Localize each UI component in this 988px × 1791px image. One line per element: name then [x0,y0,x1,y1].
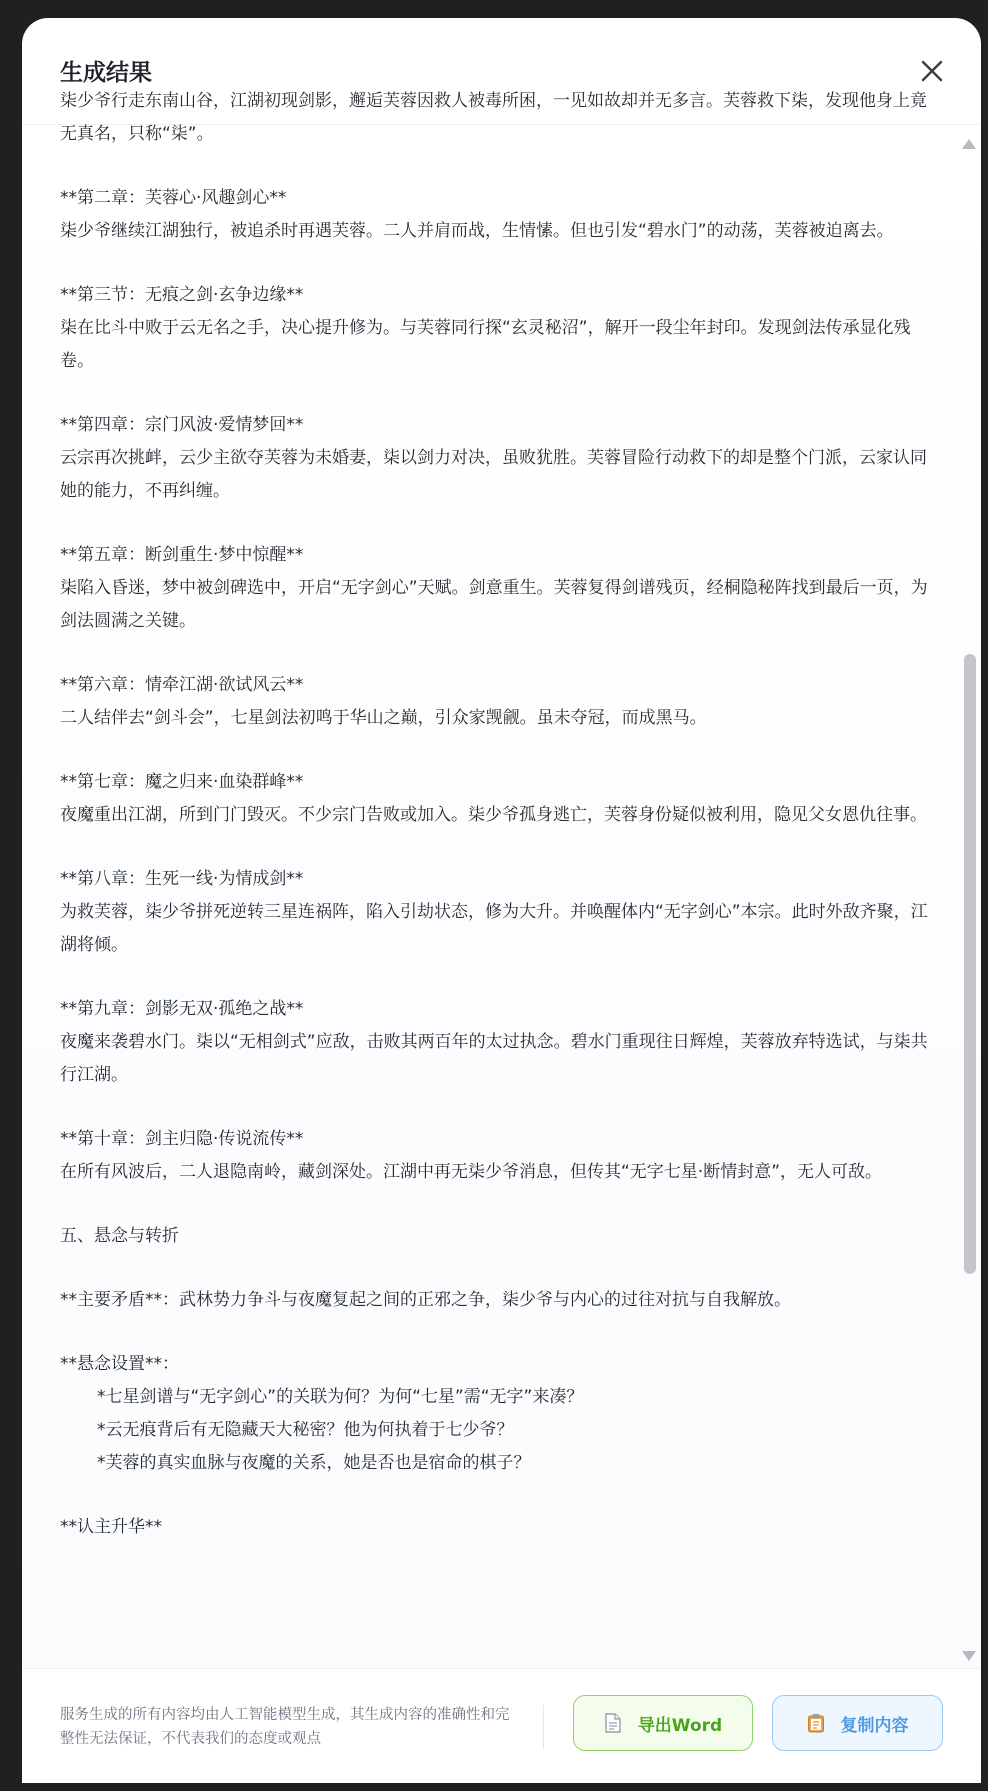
footer-divider [543,1705,544,1749]
paragraph: 夜魔重出江湖，所到门门毁灭。不少宗门告败或加入。柒少爷孤身逃亡，芙蓉身份疑似被利用，隐见父女恩仇往事。 [60,805,927,825]
result-dialog [22,18,981,1783]
paragraph: 五、悬念与转折 [60,1226,179,1246]
paragraph: 为救芙蓉，柒少爷拼死逆转三星连祸阵，陷入引劫状态，修为大升。并唤醒体内“无字剑心”本宗。此时外敌齐聚，江湖将倾。 [60,902,928,955]
dialog-footer [22,1668,981,1783]
blank-line [60,638,940,669]
paragraph: 柒少爷行走东南山谷，江湖初现剑影，邂逅芙蓉因救人被毒所困，一见如故却并无多言。芙蓉救下柒，发现他身上竟无真名，只称“柒”。 [60,91,927,144]
paragraph: **第九章：剑影无双·孤绝之战** [60,999,304,1019]
blank-line [60,508,940,539]
paragraph: 夜魔来袭碧水门。柒以“无相剑式”应敌，击败其两百年的太过执念。碧水门重现往日辉煌，芙蓉放弃特选试，与柒共行江湖。 [60,1032,928,1085]
blank-line [60,248,940,279]
paragraph: 在所有风波后，二人退隐南岭，藏剑深处。江湖中再无柒少爷消息，但传其“无字七星·断情封意”，无人可敌。 [60,1162,883,1182]
paragraph: **第八章：生死一线·为情成剑** [60,869,304,889]
document-icon [604,1713,622,1733]
paragraph: **悬念设置**： [60,1354,179,1374]
paragraph: 柒少爷继续江湖独行，被追杀时再遇芙蓉。二人并肩而战，生情愫。但也引发“碧水门”的动荡，芙蓉被迫离去。 [60,221,894,241]
blank-line [60,832,940,863]
dialog-title: 生成结果 [60,60,152,86]
bullet-item: *七星剑谱与“无字剑心”的关联为何？为何“七星”需“无字”来凑？ [97,1387,584,1407]
scrollbar[interactable] [957,131,981,1671]
paragraph: 柒在比斗中败于云无名之手，决心提升修为。与芙蓉同行探“玄灵秘沼”，解开一段尘年封印。发现剑法传承显化残卷。 [60,318,911,371]
copy-content-button[interactable] [772,1695,943,1751]
blank-line [60,1092,940,1123]
blank-line [60,1253,940,1284]
blank-line [60,735,940,766]
close-button[interactable] [919,58,945,84]
paragraph: **第十章：剑主归隐·传说流传** [60,1129,304,1149]
close-icon [919,58,945,84]
paragraph: **第七章：魔之归来·血染群峰** [60,772,304,792]
paragraph: 柒陷入昏迷，梦中被剑碑选中，开启“无字剑心”天赋。剑意重生。芙蓉复得剑谱残页，经桐隐秘阵找到最后一页，为剑法圆满之关键。 [60,578,928,631]
blank-line [60,1480,940,1511]
paragraph: **第六章：情牵江湖·欲试风云** [60,675,304,695]
clipboard-icon [807,1713,825,1733]
blank-line [60,1189,940,1220]
result-content [22,91,981,1669]
scrollbar-thumb[interactable] [964,654,976,1274]
blank-line [60,151,940,182]
paragraph: **第五章：断剑重生·梦中惊醒** [60,545,304,565]
paragraph: **第四章：宗门风波·爱情梦回** [60,415,304,435]
export-word-label: 导出Word [637,1715,723,1736]
bullet-item: *芙蓉的真实血脉与夜魔的关系，她是否也是宿命的棋子？ [97,1453,531,1473]
paragraph: 云宗再次挑衅，云少主欲夺芙蓉为未婚妻，柒以剑力对决，虽败犹胜。芙蓉冒险行动救下的却是整个门派，云家认同她的能力，不再纠缠。 [60,448,927,501]
paragraph: 二人结伴去“剑斗会”，七星剑法初鸣于华山之巅，引众家觊觎。虽未夺冠，而成黑马。 [60,708,707,728]
paragraph: **认主升华** [60,1517,162,1537]
blank-line [60,1317,940,1348]
scroll-up-arrow-icon[interactable] [962,139,976,149]
disclaimer-text: 服务生成的所有内容均由人工智能模型生成，其生成内容的准确性和完整性无法保证，不代表我们的态度或观点 [60,1707,510,1747]
result-text [60,85,940,1544]
paragraph: **第三节：无痕之剑·玄争边缘** [60,285,304,305]
blank-line [60,378,940,409]
export-word-button[interactable] [573,1695,753,1751]
paragraph: **第二章：芙蓉心·风趣剑心** [60,188,287,208]
copy-content-label: 复制内容 [840,1715,909,1736]
scroll-down-arrow-icon[interactable] [962,1651,976,1661]
paragraph: **主要矛盾**：武林势力争斗与夜魔复起之间的正邪之争，柒少爷与内心的过往对抗与自我解放。 [60,1290,791,1310]
blank-line [60,962,940,993]
bullet-item: *云无痕背后有无隐藏天大秘密？他为何执着于七少爷？ [97,1420,514,1440]
